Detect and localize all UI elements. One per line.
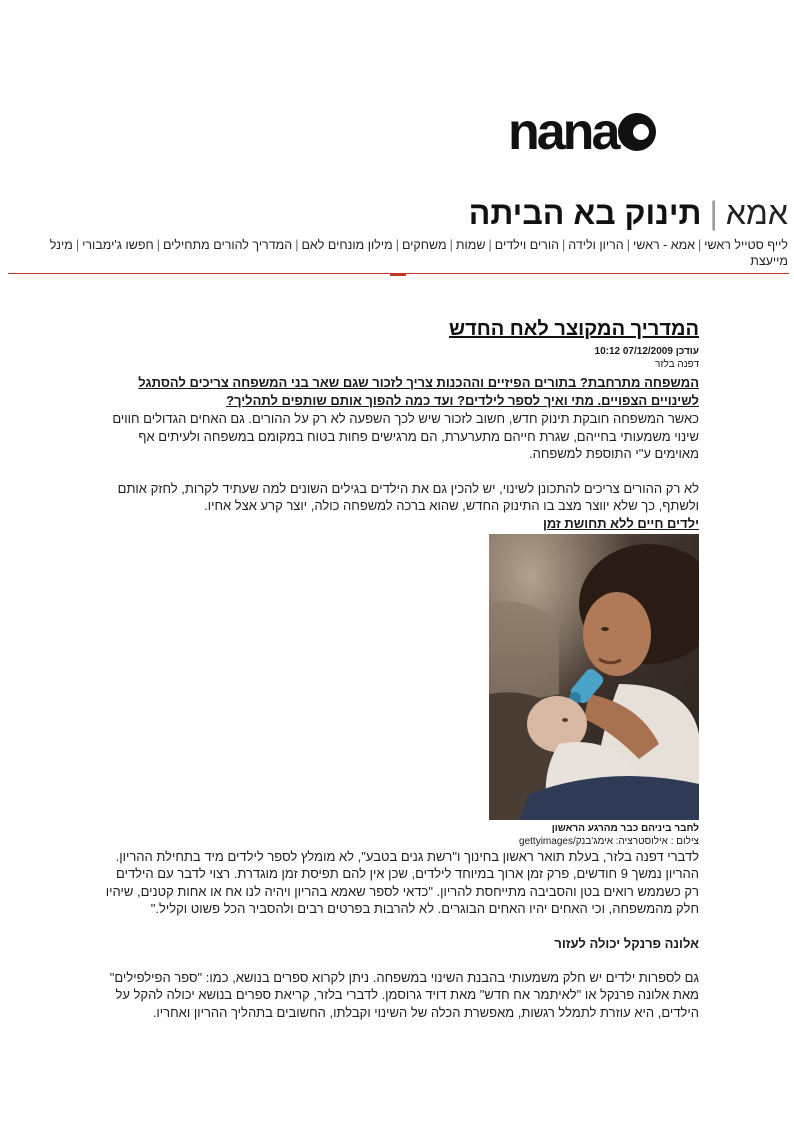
top-navigation: לייף סטייל ראשי|אמא - ראשי|הריון ולידה|הורים וילדים|שמות|משחקים|מילון מונחים לאם|המדריך להורים מתחילים|חפשו ג'ימבורי|מינל מייעצת [49,238,788,268]
nav-item-pregnancy-birth[interactable]: הריון ולידה [568,238,624,252]
header-divider-marker [390,273,406,276]
nav-item-lifestyle-home[interactable]: לייף סטייל ראשי [704,238,788,252]
logo-text: nana [508,103,618,161]
article [99,316,699,1021]
nav-item-names[interactable]: שמות [455,238,486,252]
article-subhead-2: אלונה פרנקל יכולה לעזור [554,935,699,951]
section-name: תינוק בא הביתה [468,195,702,231]
nav-item-gymboree[interactable]: חפשו ג'ימבורי [82,238,154,252]
section-title [8,193,788,233]
nav-item-games[interactable]: משחקים [401,238,447,252]
photo-caption-title: לחבר ביניהם כבר מהרגע הראשון [551,822,699,834]
section-category-link[interactable]: אמא [725,195,788,231]
article-updated: עודכן 07/12/2009 10:12 [594,346,699,357]
article-subhead-1: ילדים חיים ללא תחושת זמן [542,515,699,531]
nav-item-advice[interactable]: מינל מייעצת [49,238,788,268]
article-photo-container [99,534,699,820]
nav-item-mom-home[interactable]: אמא - ראשי [632,238,696,252]
nana-10-logo-icon [618,113,656,151]
article-lead: המשפחה מתרחבת? בתורים הפיזיים וההכנות צריך לזכור שגם שאר בני המשפחה צריכים להסתגל לשינויים הצפויים. מתי ואיך לספר לילדים? ועד כמה להפוך אותם שותפים לתהליך? [138,375,699,408]
article-paragraph-4: גם לספרות ילדים יש חלק משמעותי בהבנת השינוי במשפחה. ניתן לקרוא ספרים בנושא, כמו: "ספר הפילפילים" מאת אלונה פרנקל או "לאיתמר אח חדש" מאת דויד גרוסמן. לדברי בלזר, קריאת ספרים בנושא יכולה להקל על הילדים, היא עוזרת לתמלל רגשות, מאפשרת הכלה של השינוי וקבלתו, החשובים בתהליך ההריון ואחריו. [109,969,699,1020]
article-paragraph-1: כאשר המשפחה חובקת תינוק חדש, חשוב לזכור שיש לכך השפעה לא רק על ההורים. גם האחים הגדולים חווים שינוי משמעותי בחייהם, שגרת חייהם מתערערת, הם מרגישים פחות בטוח במקומם במשפחה ולעיתים אף מאוימים ע"י התוספת למשפחה. [112,411,699,461]
nav-item-new-parents-guide[interactable]: המדריך להורים מתחילים [162,238,293,252]
article-paragraph-2: לא רק ההורים צריכים להתכונן לשינוי, יש להכין גם את הילדים בגילים השונים למה שעתיד לקרות, לחזק אותם ולשתף, כך שלא יווצר מצב בו התינוק החדש, שהוא ברכה למשפחה כולה, יוצר קרע אצל אחיו. [117,480,699,513]
article-headline: המדריך המקוצר לאח החדש [448,318,699,340]
article-author[interactable]: דפנה בלזר [654,359,699,370]
nav-item-parents-children[interactable]: הורים וילדים [494,238,560,252]
section-separator: | [709,195,718,231]
article-paragraph-3: לדברי דפנה בלזר, בעלת תואר ראשון בחינוך ו"רשת גנים בטבע", לא מומלץ לספר לילדים מיד בתחילת ההריון. ההריון נמשך 9 חודשים, פרק זמן ארוך במיוחד לילדים, שכן אין להם תפיסת זמן מוגדרת. רצוי לדבר עם הילדים רק כשממש רואים בטן והסביבה מתייחסת להריון. "כדאי לספר שאמא בהריון ויהיה לנו אח או אחות קטנים, שיהיו חלק מהמשפחה, וכי האחים יהיו האחים הבוגרים. לא להרבות בפרטים רבים ולהסביר הכל פשוט וקליל." [105,848,699,916]
photo-caption [99,822,699,848]
article-photo[interactable] [489,534,699,820]
site-logo[interactable] [508,104,698,160]
photo-credit: צילום : אילוסטרציה: אימג'בנק/gettyimages [519,835,699,847]
nav-item-glossary[interactable]: מילון מונחים לאם [301,238,393,252]
